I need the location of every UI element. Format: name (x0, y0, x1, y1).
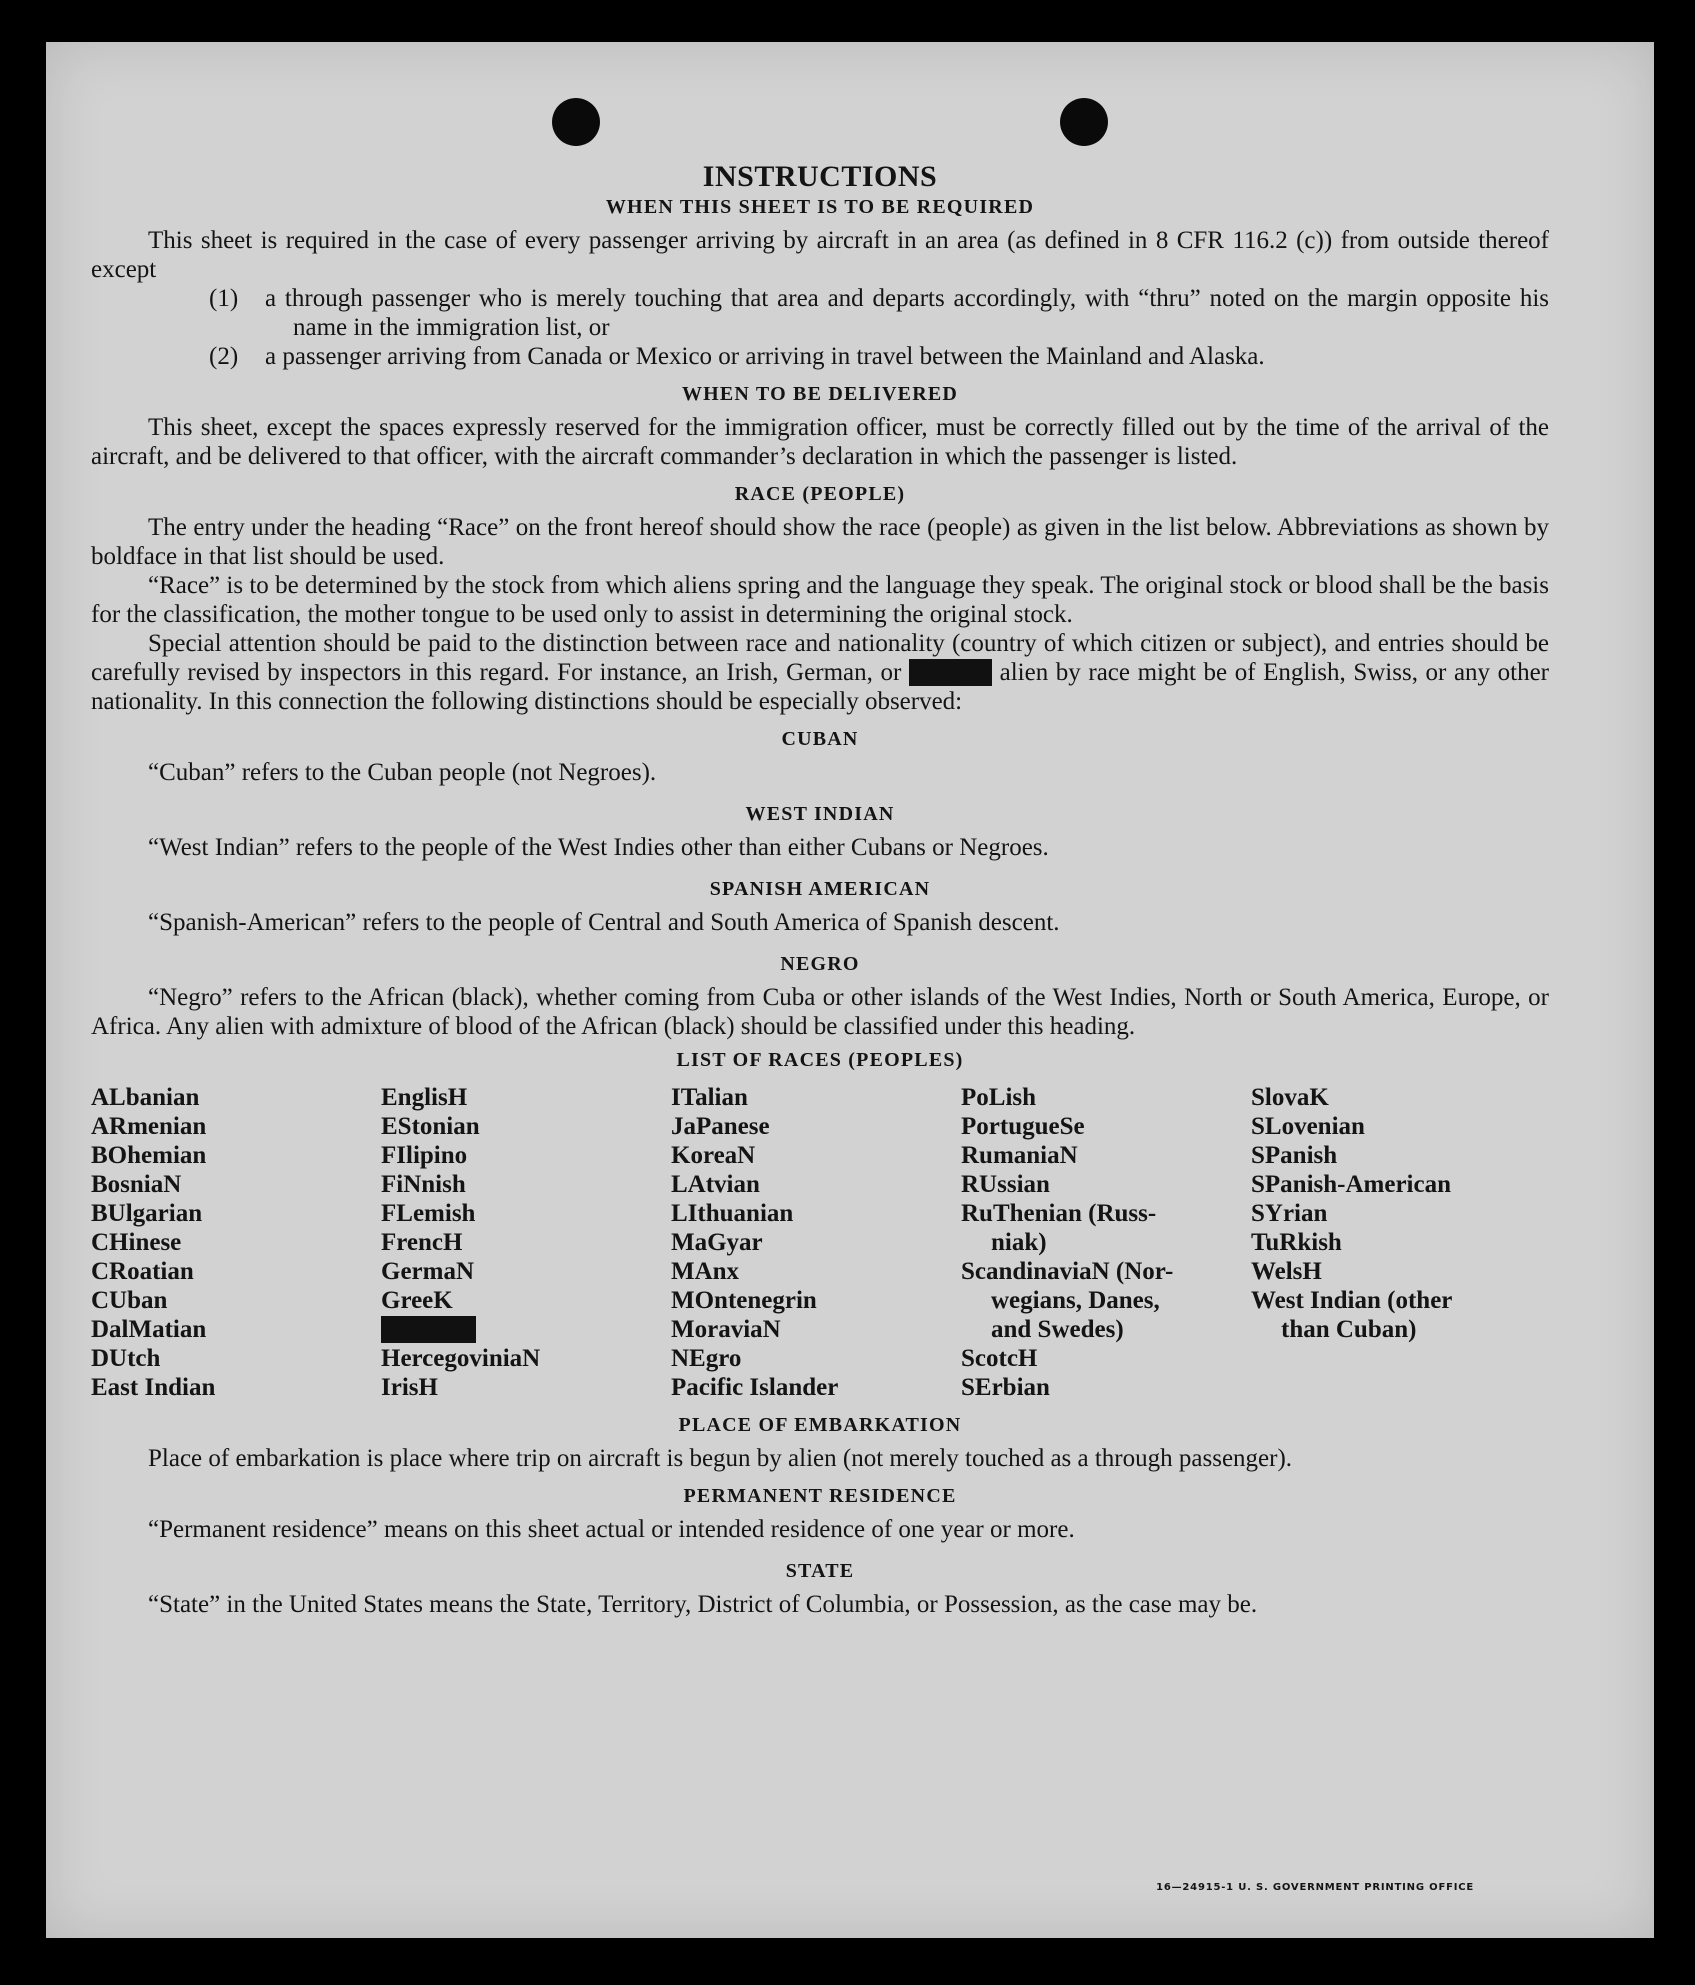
race-item: BosniaN (91, 1171, 182, 1198)
item-text: a through passenger who is merely touching that area and departs accordingly, with “thru” noted on the margin opposite his name in the immigration list, or (265, 285, 1549, 341)
heading-spanish-american: SPANISH AMERICAN (709, 878, 931, 900)
heading-race: RACE (PEOPLE) (734, 483, 906, 505)
race-item: SlovaK (1251, 1084, 1329, 1111)
instructions-content (91, 160, 1549, 1619)
race-item: FrencH (381, 1229, 463, 1256)
race-item: SYrian (1251, 1200, 1328, 1227)
race-item: BUlgarian (91, 1200, 203, 1227)
negro-text: “Negro” refers to the African (black), whether coming from Cuba or other islands of the West Indies, North or South America, Europe, or Africa. Any alien with admixture of blood of the African (black) should be classified under this heading. (91, 984, 1549, 1040)
page-title: INSTRUCTIONS (702, 160, 938, 193)
document-sheet (46, 42, 1654, 1938)
redacted-word: Hebrew (910, 659, 991, 686)
race-paragraph-2: “Race” is to be determined by the stock from which aliens spring and the language they speak. The original stock or blood shall be the basis for the classification, the mother tongue to be used only to assist in determining the original stock. (91, 572, 1549, 628)
heading-embarkation: PLACE OF EMBARKATION (678, 1414, 962, 1436)
spanish-american-text: “Spanish-American” refers to the people of Central and South America of Spanish descent. (148, 909, 1060, 936)
race-item: ALbanian (91, 1084, 200, 1111)
punch-hole-left (552, 98, 600, 146)
race-item: ITalian (671, 1084, 748, 1111)
race-item: SLovenian (1251, 1113, 1365, 1140)
race-item: PoLish (961, 1084, 1037, 1111)
race-item: HercegoviniaN (381, 1345, 541, 1372)
race-item: TuRkish (1251, 1229, 1342, 1256)
race-item: WelsH (1251, 1258, 1322, 1285)
heading-west-indian: WEST INDIAN (745, 803, 895, 825)
race-item: FLemish (381, 1200, 476, 1227)
heading-list-of-races: LIST OF RACES (PEOPLES) (676, 1049, 964, 1071)
item-text: a passenger arriving from Canada or Mexico or arriving in travel between the Mainland and Alaska. (265, 343, 1265, 370)
race-item-continued: and Swedes) (991, 1316, 1124, 1343)
race-item-continued: wegians, Danes, (991, 1287, 1160, 1314)
heading-residence: PERMANENT RESIDENCE (683, 1485, 957, 1507)
race-item: SPanish-American (1251, 1171, 1451, 1198)
race-item: IrisH (381, 1374, 438, 1401)
race-item: MaGyar (671, 1229, 763, 1256)
race-item: SErbian (961, 1374, 1050, 1401)
required-item-2 (209, 342, 1549, 371)
races-list (91, 1083, 1549, 1402)
race-item: SPanish (1251, 1142, 1338, 1169)
delivered-text: This sheet, except the spaces expressly reserved for the immigration officer, must be correctly filled out by the time of the arrival of the aircraft, and be delivered to that officer, with the aircraft commander’s declaration in which the passenger is listed. (91, 414, 1549, 470)
race-item-continued: than Cuban) (1281, 1316, 1417, 1343)
race-item: LIthuanian (671, 1200, 794, 1227)
race-item: PortugueSe (961, 1113, 1085, 1140)
heading-state: STATE (785, 1560, 855, 1582)
race-item: DUtch (91, 1345, 161, 1372)
west-indian-text: “West Indian” refers to the people of the West Indies other than either Cubans or Negroes. (148, 834, 1049, 861)
heading-negro: NEGRO (780, 953, 860, 975)
item-number: (1) (209, 285, 239, 312)
race-item: NEgro (671, 1345, 742, 1372)
residence-text: “Permanent residence” means on this sheet actual or intended residence of one year or more. (148, 1516, 1075, 1543)
embarkation-text: Place of embarkation is place where trip on aircraft is begun by alien (not merely touched as a through passenger). (148, 1445, 1293, 1472)
race-item: LAtvian (671, 1171, 760, 1198)
printer-imprint: 16—24915-1 U. S. GOVERNMENT PRINTING OFFICE (1156, 1882, 1474, 1893)
race-item: KoreaN (671, 1142, 756, 1169)
race-item: West Indian (other (1251, 1287, 1453, 1314)
punch-hole-right (1060, 98, 1108, 146)
races-column-3 (671, 1083, 961, 1402)
race-item-redacted: HebreW (383, 1316, 475, 1343)
race-item: ARmenian (91, 1113, 207, 1140)
race-item: EStonian (381, 1113, 480, 1140)
required-intro: This sheet is required in the case of every passenger arriving by aircraft in an area (as defined in 8 CFR 116.2 (c)) from outside thereof except (91, 227, 1549, 283)
race-item: CRoatian (91, 1258, 194, 1285)
races-column-4 (961, 1083, 1251, 1402)
races-column-5 (1251, 1083, 1541, 1402)
race-item: Pacific Islander (671, 1374, 839, 1401)
race-item-continued: niak) (991, 1229, 1047, 1256)
race-item: MOntenegrin (671, 1287, 817, 1314)
race-item: GermaN (381, 1258, 475, 1285)
race-item: CUban (91, 1287, 168, 1314)
race-item: RumaniaN (961, 1142, 1078, 1169)
races-column-1 (91, 1083, 381, 1402)
race-item: ScandinaviaN (Nor- (961, 1258, 1174, 1285)
heading-delivered: WHEN TO BE DELIVERED (681, 383, 959, 405)
heading-required: WHEN THIS SHEET IS TO BE REQUIRED (605, 196, 1035, 218)
race-paragraph-3: Special attention should be paid to the distinction between race and nationality (country of which citizen or subject), and entries should be carefully revised by inspectors in this regard. For instance, an Irish, German, or Hebrew alien by race might be of English, Swiss, or any other nationality. In this connection the following distinctions should be especially observed: (91, 630, 1550, 715)
race-item: CHinese (91, 1229, 182, 1256)
race-item: MoraviaN (671, 1316, 781, 1343)
race-item: BOhemian (91, 1142, 207, 1169)
race-item: MAnx (671, 1258, 740, 1285)
race-paragraph-1: The entry under the heading “Race” on the front hereof should show the race (people) as given in the list below. Abbreviations as shown by boldface in that list should be used. (91, 514, 1549, 570)
state-text: “State” in the United States means the State, Territory, District of Columbia, or Possession, as the case may be. (148, 1591, 1258, 1618)
race-item: EnglisH (381, 1084, 468, 1111)
race-item: DalMatian (91, 1316, 207, 1343)
race-item: FIlipino (381, 1142, 468, 1169)
race-item: ScotcH (961, 1345, 1038, 1372)
item-number: (2) (209, 343, 239, 370)
race-item: FiNnish (381, 1171, 466, 1198)
race-item: JaPanese (671, 1113, 770, 1140)
race-item: RUssian (961, 1171, 1050, 1198)
race-item: GreeK (381, 1287, 453, 1314)
heading-cuban: CUBAN (781, 728, 859, 750)
races-column-2 (381, 1083, 671, 1402)
required-item-1 (209, 284, 1549, 342)
race-item: RuThenian (Russ- (961, 1200, 1157, 1227)
cuban-text: “Cuban” refers to the Cuban people (not Negroes). (148, 759, 657, 786)
race-item: East Indian (91, 1374, 216, 1401)
